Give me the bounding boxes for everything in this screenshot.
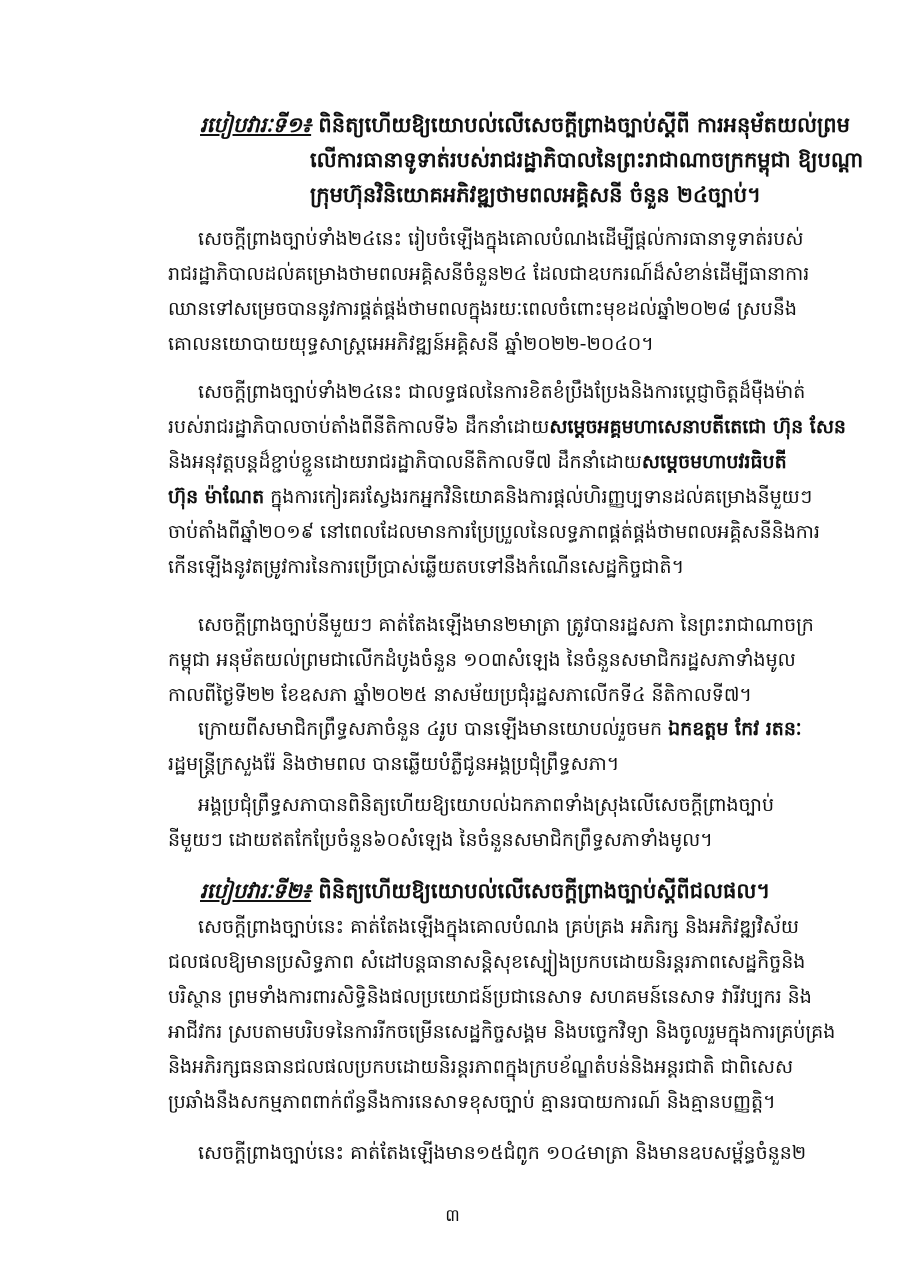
agenda-1-line-3: ក្រុមហ៊ុនវិនិយោគអភិវឌ្ឍថាមពលអគ្គិសនី ចំនួន ២៤ច្បាប់។ [310, 183, 761, 207]
paragraph-text: ក្នុងការកៀរគរស្វែងរកអ្នកវិនិយោគនិងការផ្តល់ហិរញ្ញប្បទានដល់គម្រោងនីមួយៗ [264, 486, 813, 508]
agenda-1-line-1 [200, 108, 850, 143]
paragraph-text: និងអនុវត្តបន្តដ៏ខ្ជាប់ខ្ជួនដោយរាជរដ្ឋាភិបាលនីតិកាលទី៧ ដឹកនាំដោយ [168, 451, 642, 473]
paragraph-line: ប្រឆាំងនឹងសកម្មភាពពាក់ព័ន្ធនឹងការនេសាទខុសច្បាប់ គ្មានរបាយការណ៍ និងគ្មានបញ្ញត្តិ។ [168, 1091, 776, 1113]
paragraph-line [168, 712, 813, 747]
paragraph-line: និងអភិរក្សធនធានជលផលប្រកបដោយនិរន្តរភាពក្នុងក្របខ័ណ្ឌតំបន់និងអន្តរជាតិ ជាពិសេស [168, 1056, 794, 1078]
paragraph-line: ជលផលឱ្យមានប្រសិទ្ធភាព សំដៅបន្តធានាសន្តិសុខស្បៀងប្រកបដោយនិរន្តរភាពសេដ្ឋកិច្ចនិង [168, 951, 806, 973]
paragraph-line: សេចក្តីព្រាងច្បាប់ទាំង២៤នេះ ជាលទ្ធផលនៃការខិតខំប្រឹងប្រែងនិងការប្តេជ្ញាចិត្តដ៏មុឺងម៉ាត់ [198, 381, 806, 403]
name-keo-rottanak: ឯកឧត្តម កែវ រតនៈ [668, 718, 802, 740]
paragraph-line: ឈានទៅសម្រេចបាននូវការផ្គត់ផ្គង់ថាមពលក្នុងរយៈពេលចំពោះមុខដល់ឆ្នាំ២០២៨ ស្របនឹង [168, 298, 797, 320]
agenda-2-title: ពិនិត្យហើយឱ្យយោបល់លើសេចក្តីព្រាងច្បាប់ស្តីពីជលផល។ [311, 879, 771, 903]
agenda-2-line [200, 874, 840, 909]
paragraph-line: កម្ពុជា អនុម័តយល់ព្រមជាលើកដំបូងចំនួន ១០៣សំឡេង នៃចំនួនសមាជិករដ្ឋសភាទាំងមូល [168, 649, 796, 671]
paragraph-line: នីមួយៗ ដោយឥតកែប្រែចំនួន៦០សំឡេង នៃចំនួនសមាជិកព្រឹទ្ធសភាទាំងមូល។ [168, 829, 713, 851]
name-hun-sen: សម្តេចអគ្គមហាសេនាបតីតេជោ ហ៊ុន សែន [549, 416, 846, 438]
paragraph-7 [168, 1136, 813, 1171]
paragraph-line: កាលពីថ្ងៃទី២២ ខែឧសភា ឆ្នាំ២០២៥ នាសម័យប្រជុំរដ្ឋសភាលើកទី៤ នីតិកាលទី៧។ [168, 684, 752, 706]
paragraph-1 [168, 222, 813, 362]
agenda-1-line-2: លើការធានាទូទាត់របស់រាជរដ្ឋាភិបាលនៃព្រះរាជាណាចក្រកម្ពុជា ឱ្យបណ្តា [310, 148, 864, 172]
paragraph-text: ក្រោយពីសមាជិកព្រឹទ្ធសភាចំនួន ៤រូប បានឡើងមានយោបល់រួចមក [198, 718, 669, 740]
paragraph-line: អង្គប្រជុំព្រឹទ្ធសភាបានពិនិត្យហើយឱ្យយោបល់ឯកភាពទាំងស្រុងលើសេចក្តីព្រាងច្បាប់ [198, 794, 775, 816]
paragraph-line: គោលនយោបាយយុទ្ធសាស្ត្រអេអភិវឌ្ឍន៍អគ្គិសនី ឆ្នាំ២០២២-២០៤០។ [168, 333, 654, 355]
paragraph-2 [168, 375, 846, 585]
agenda-item-2-heading [200, 874, 840, 909]
paragraph-6 [168, 910, 836, 1120]
paragraph-line: សេចក្តីព្រាងច្បាប់នេះ គាត់តែងឡើងក្នុងគោលបំណង គ្រប់គ្រង អភិរក្ស និងអភិវឌ្ឍវិស័យ [198, 916, 800, 938]
paragraph-text: របស់រាជរដ្ឋាភិបាលចាប់តាំងពីនីតិកាលទី៦ ដឹកនាំដោយ [168, 416, 550, 438]
agenda-1-title-part-1: ពិនិត្យហើយឱ្យយោបល់លើសេចក្តីព្រាងច្បាប់ស្តីពី ការអនុម័តយល់ព្រម [311, 113, 850, 137]
paragraph-line [168, 445, 813, 480]
paragraph-line: សេចក្តីព្រាងច្បាប់ទាំង២៤នេះ រៀបចំឡើងក្នុងគោលបំណងដើម្បីផ្តល់ការធានាទូទាត់របស់ [198, 228, 804, 250]
paragraph-5 [168, 788, 813, 858]
paragraph-line: រដ្ឋមន្ត្រីក្រសួងរ៉ែ និងថាមពល បានឆ្លើយបំភ្លឺជូនអង្គប្រជុំព្រឹទ្ធសភា។ [168, 753, 620, 775]
paragraph-4 [168, 712, 813, 782]
paragraph-line: អាជីវករ ស្របតាមបរិបទនៃការរីកចម្រើនសេដ្ឋកិច្ចសង្គម និងបច្ចេកវិទ្យា និងចូលរួមក្នុងការគ្រប់គ្រង [168, 1021, 836, 1043]
agenda-item-1-heading [200, 108, 864, 213]
agenda-2-label: របៀបវារៈទី២៖ [200, 879, 312, 903]
paragraph-line: សេចក្តីព្រាងច្បាប់នេះ គាត់តែងឡើងមាន១៥ជំពូក ១០៤មាត្រា និងមានឧបសម្ព័ន្ធចំនួន២ [198, 1142, 807, 1164]
paragraph-line [168, 480, 813, 515]
paragraph-line: រាជរដ្ឋាភិបាលដល់គម្រោងថាមពលអគ្គិសនីចំនួន២៤ ដែលជាឧបករណ៍ដ៏សំខាន់ដើម្បីធានាការ [168, 263, 810, 285]
name-hun-manet: ហ៊ុន ម៉ាណែត [168, 486, 265, 508]
paragraph-line: សេចក្តីព្រាងច្បាប់នីមួយៗ គាត់តែងឡើងមាន២មាត្រា ត្រូវបានរដ្ឋសភា នៃព្រះរាជាណាចក្រ [198, 614, 814, 636]
title-samdech-moha-bovor: សម្តេចមហាបវរធិបតី [641, 451, 787, 473]
paragraph-line: បរិស្ថាន ព្រមទាំងការពារសិទ្ធិនិងផលប្រយោជន៍ប្រជានេសាទ សហគមន៍នេសាទ វារីវប្បករ និង [168, 986, 812, 1008]
page-number: ៣ [445, 1206, 460, 1226]
paragraph-line: កើនឡើងនូវតម្រូវការនៃការប្រើប្រាស់ឆ្លើយតបទៅនឹងកំណើនសេដ្ឋកិច្ចជាតិ។ [168, 556, 685, 578]
paragraph-3 [168, 608, 813, 713]
agenda-1-label: របៀបវារៈទី១៖ [200, 113, 312, 137]
paragraph-line [168, 410, 846, 445]
paragraph-line: ចាប់តាំងពីឆ្នាំ២០១៩ នៅពេលដែលមានការប្រែប្រួលនៃលទ្ធភាពផ្គត់ផ្គង់ថាមពលអគ្គិសនីនិងការ [168, 521, 820, 543]
